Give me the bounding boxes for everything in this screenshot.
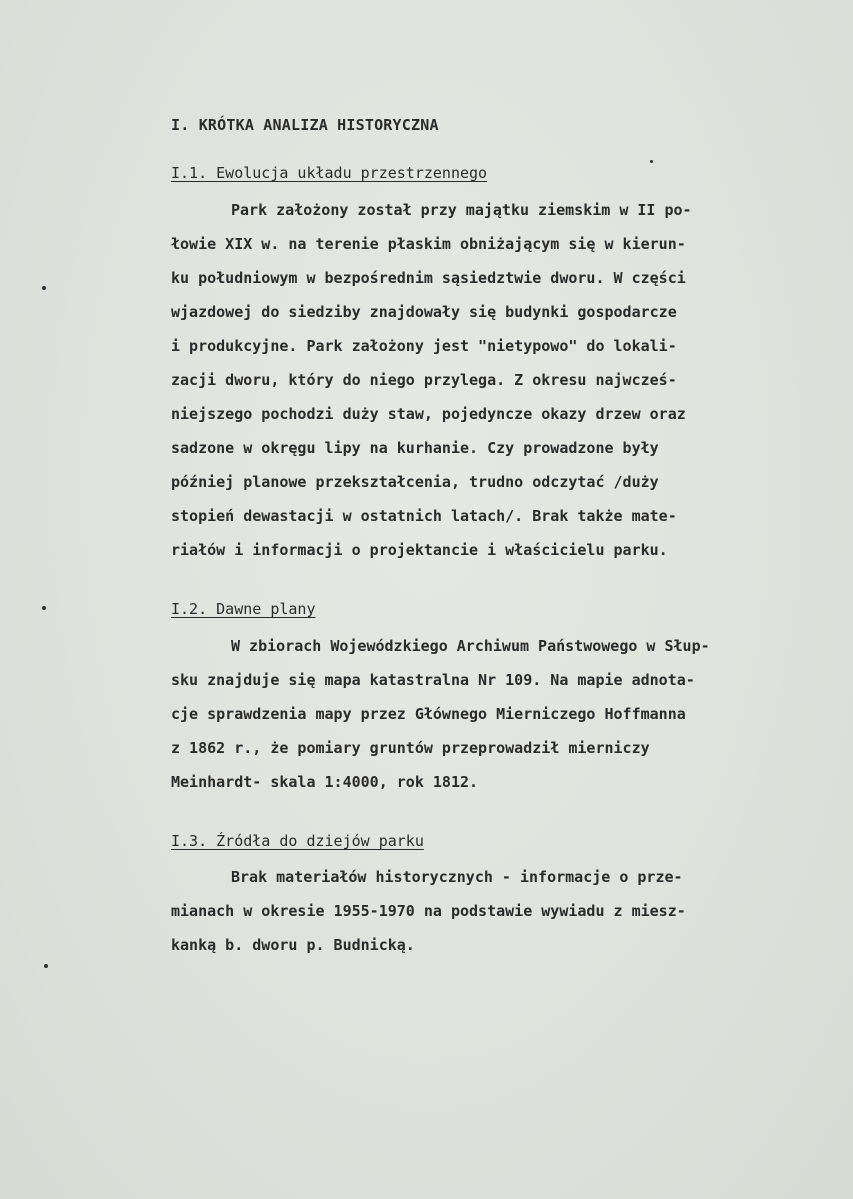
paper-speck: [42, 286, 46, 290]
paragraph-line: zacji dworu, który do niego przylega. Z okresu najwcześ-: [171, 371, 677, 389]
section-title-2: I.2. Dawne plany: [171, 600, 316, 618]
paragraph-line: Meinhardt- skala 1:4000, rok 1812.: [171, 773, 479, 791]
paragraph-line: kanką b. dworu p. Budnicką.: [171, 936, 415, 954]
paragraph-line: wjazdowej do siedziby znajdowały się budynki gospodarcze: [171, 303, 677, 321]
document-heading: I. KRÓTKA ANALIZA HISTORYCZNA: [171, 116, 439, 134]
paragraph-line: niejszego pochodzi duży staw, pojedyncze okazy drzew oraz: [171, 405, 686, 423]
paragraph-line: ku południowym w bezpośrednim sąsiedztwie dworu. W części: [171, 269, 686, 287]
paper-speck: [44, 964, 48, 968]
paragraph-line: sku znajduje się mapa katastralna Nr 109. Na mapie adnota-: [171, 671, 695, 689]
paragraph-line: riałów i informacji o projektancie i właścicielu parku.: [171, 541, 668, 559]
section-paragraph-1: [171, 193, 771, 567]
paragraph-line: i produkcyjne. Park założony jest "nietypowo" do lokali-: [171, 337, 677, 355]
paragraph-line: Brak materiałów historycznych - informacje o prze-: [231, 868, 683, 886]
paragraph-line: z 1862 r., że pomiary gruntów przeprowadził mierniczy: [171, 739, 650, 757]
section-paragraph-2: [171, 629, 771, 799]
paragraph-line: później planowe przekształcenia, trudno odczytać /duży: [171, 473, 659, 491]
paragraph-line: mianach w okresie 1955-1970 na podstawie wywiadu z miesz-: [171, 902, 686, 920]
paragraph-line: łowie XIX w. na terenie płaskim obniżającym się w kierun-: [171, 235, 686, 253]
paragraph-line: sadzone w okręgu lipy na kurhanie. Czy prowadzone były: [171, 439, 659, 457]
paragraph-line: W zbiorach Wojewódzkiego Archiwum Państwowego w Słup-: [231, 637, 710, 655]
paragraph-line: Park założony został przy majątku ziemskim w II po-: [231, 201, 692, 219]
section-paragraph-3: [171, 860, 771, 962]
paragraph-line: stopień dewastacji w ostatnich latach/. Brak także mate-: [171, 507, 677, 525]
section-title-1: I.1. Ewolucja układu przestrzennego: [171, 164, 488, 182]
paper-speck: [650, 160, 653, 163]
section-title-3: I.3. Źródła do dziejów parku: [171, 832, 424, 850]
paragraph-line: cje sprawdzenia mapy przez Głównego Mierniczego Hoffmanna: [171, 705, 686, 723]
paper-speck: [42, 606, 46, 610]
